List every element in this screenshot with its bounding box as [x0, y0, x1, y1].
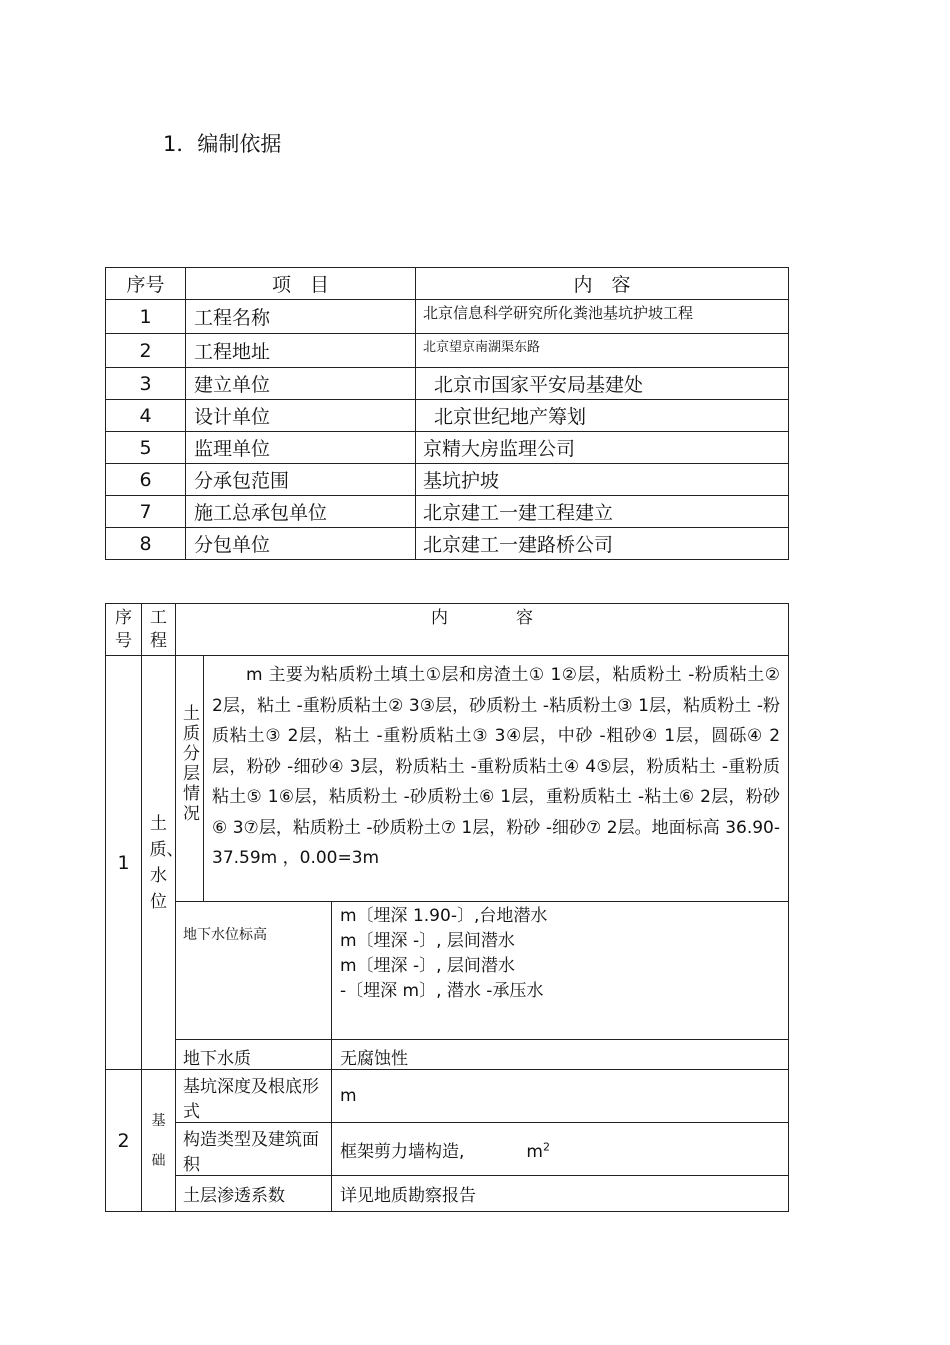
table-row	[106, 368, 789, 400]
structure-row	[106, 1123, 789, 1176]
table-row	[106, 300, 789, 334]
soil-description: m 主要为粘质粉土填土①层和房渣土① 1②层，粘质粉土 -粉质粘土② 2层，粘土 -重粉质粘土② 3③层，砂质粉土 -粘质粉土③ 1层，粘质粉土 -粉质粘土③ 2层，粘土 -重粉质粘土③ 3④层，中砂 -粗砂④ 1层，圆砾④ 2层，粉砂 -细砂④ 3层，粉质粘土 -重粉质粘土④ 4⑤层，粉质粘土 -重粉质粘土⑤ 1⑥层，粘质粉土 -砂质粉土⑥ 1层，重粉质粘土 -粘土⑥ 2层，粉砂⑥ 3⑦层，粘质粉土 -砂质粉土⑦ 1层，粉砂 -细砂⑦ 2层。地面标高 36.90-37.59m ，0.00=3m	[204, 656, 789, 902]
row2-category: 基础	[142, 1070, 176, 1212]
permeability-label: 土层渗透系数	[176, 1176, 332, 1212]
row-item: 设计单位	[186, 400, 416, 432]
row-content: 北京建工一建工程建立	[416, 496, 789, 528]
permeability-row	[106, 1176, 789, 1212]
row-no: 8	[106, 528, 186, 560]
section-heading: 1．编制依据	[163, 132, 282, 156]
water-level-values: m〔埋深 1.90-〕,台地潜水 m〔埋深 -〕, 层间潜水 m〔埋深 -〕, 层间潜水 -〔埋深 m〕, 潜水 -承压水	[332, 902, 789, 1040]
row-content: 北京信息科学研究所化粪池基坑护坡工程	[416, 300, 789, 334]
soil-label: 土质分层情况	[176, 656, 204, 902]
row2-no: 2	[106, 1070, 142, 1212]
table-header-row	[106, 604, 789, 656]
row-no: 3	[106, 368, 186, 400]
row-item: 工程名称	[186, 300, 416, 334]
depth-label: 基坑深度及根底形式	[176, 1070, 332, 1123]
row-content: 北京望京南湖渠东路	[416, 334, 789, 368]
row-item: 施工总承包单位	[186, 496, 416, 528]
row-no: 6	[106, 464, 186, 496]
table-row	[106, 432, 789, 464]
water-quality-value: 无腐蚀性	[332, 1040, 789, 1070]
depth-value: m	[332, 1070, 789, 1123]
row1-category: 土质、水位	[142, 656, 176, 1070]
header-item: 项 目	[186, 268, 416, 300]
depth-row	[106, 1070, 789, 1123]
row-content: 北京世纪地产筹划	[416, 400, 789, 432]
row-no: 5	[106, 432, 186, 464]
water-quality-label: 地下水质	[176, 1040, 332, 1070]
water-level-label: 地下水位标高	[176, 902, 332, 1040]
table-row	[106, 464, 789, 496]
row-item: 分承包范围	[186, 464, 416, 496]
header-no: 序号	[106, 604, 142, 656]
row-content: 北京市国家平安局基建处	[416, 368, 789, 400]
water-quality-row	[106, 1040, 789, 1070]
header-content: 内 容	[176, 604, 789, 656]
project-info-table	[105, 267, 789, 560]
water-level-row	[106, 902, 789, 1040]
soil-row	[106, 656, 789, 902]
permeability-value: 详见地质勘察报告	[332, 1176, 789, 1212]
structure-label: 构造类型及建筑面积	[176, 1123, 332, 1176]
row-item: 监理单位	[186, 432, 416, 464]
site-conditions-table	[105, 603, 789, 1212]
row-content: 京精大房监理公司	[416, 432, 789, 464]
row-item: 建立单位	[186, 368, 416, 400]
header-no: 序号	[106, 268, 186, 300]
table-row	[106, 528, 789, 560]
row-no: 1	[106, 300, 186, 334]
row-content: 北京建工一建路桥公司	[416, 528, 789, 560]
row-no: 4	[106, 400, 186, 432]
row-content: 基坑护坡	[416, 464, 789, 496]
table-row	[106, 496, 789, 528]
table-row	[106, 400, 789, 432]
row1-no: 1	[106, 656, 142, 1070]
header-content: 内 容	[416, 268, 789, 300]
row-no: 7	[106, 496, 186, 528]
header-project: 工程	[142, 604, 176, 656]
structure-value: 框架剪力墙构造, $m^2$	[332, 1123, 789, 1176]
row-item: 工程地址	[186, 334, 416, 368]
table-header-row	[106, 268, 789, 300]
row-item: 分包单位	[186, 528, 416, 560]
row-no: 2	[106, 334, 186, 368]
table-row	[106, 334, 789, 368]
